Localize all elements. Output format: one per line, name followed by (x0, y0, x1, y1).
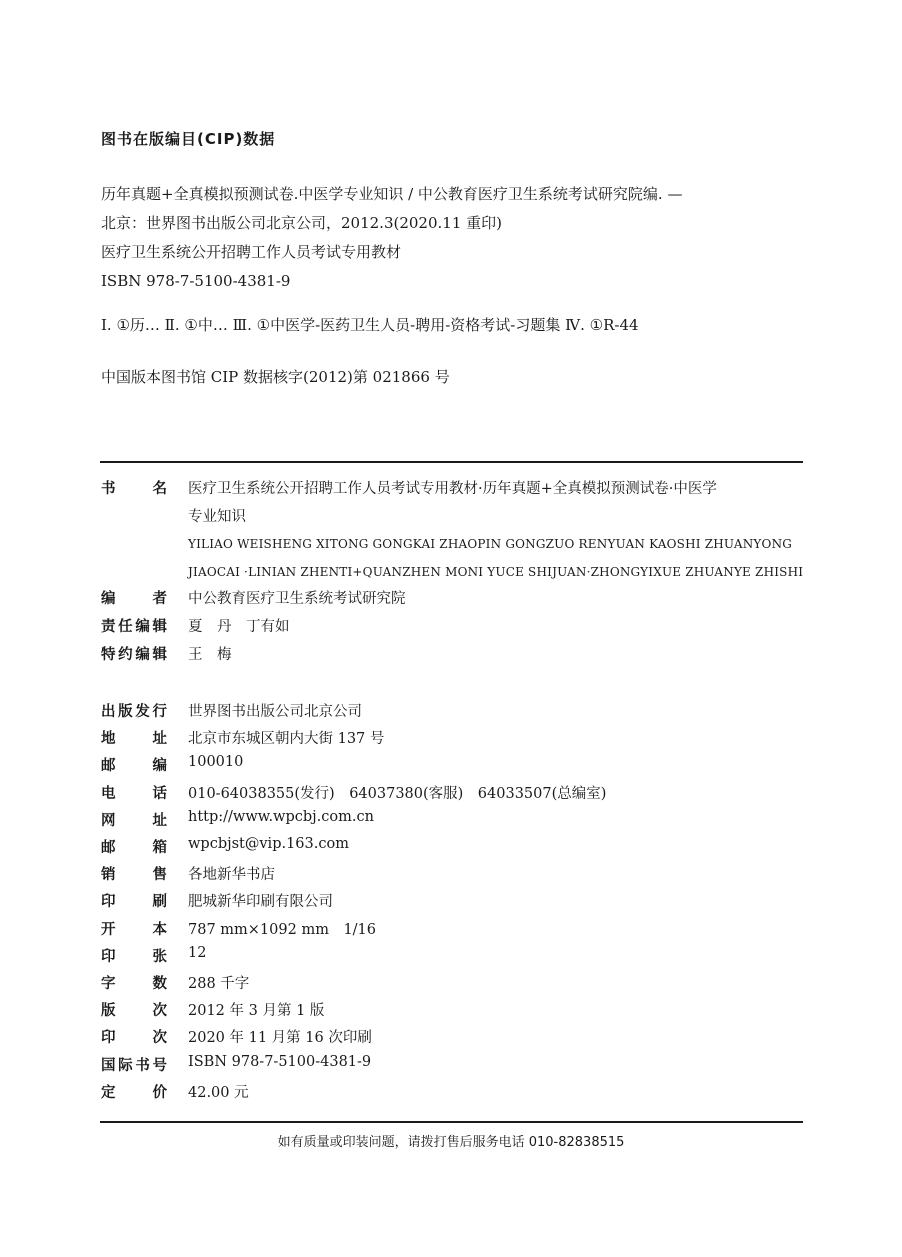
book-name-line1: 医疗卫生系统公开招聘工作人员考试专用教材·历年真题+全真模拟预测试卷·中医学 (188, 481, 717, 497)
book-name-pinyin-line2: JIAOCAI ·LINIAN ZHENTI+QUANZHEN MONI YUCE SHIJUAN·ZHONGYIXUE ZHUANYE ZHISHI (188, 565, 804, 579)
publish-label: 印 张 (101, 948, 167, 965)
responsible-editor-value: 夏 丹 丁有如 (188, 619, 290, 635)
publish-value: 肥城新华印刷有限公司 (188, 894, 333, 911)
cip-core-data-number: 中国版本图书馆 CIP 数据核字(2012)第 021866 号 (101, 368, 450, 386)
publish-value: 288 千字 (188, 976, 250, 992)
after-sales-notice: 如有质量或印装问题，请拨打售后服务电话 010-82838515 (277, 1135, 625, 1150)
publish-value: 世界图书出版公司北京公司 (188, 704, 362, 720)
publish-value: 12 (188, 944, 207, 961)
publish-value: 100010 (188, 754, 244, 771)
publish-value: 2020 年 11 月第 16 次印刷 (188, 1030, 372, 1047)
publish-label: 网 址 (101, 812, 167, 829)
publish-value: ISBN 978-7-5100-4381-9 (188, 1053, 372, 1070)
publish-value: 各地新华书店 (188, 867, 275, 884)
publish-value: 787 mm×1092 mm 1/16 (188, 921, 377, 938)
publish-value: 010-64038355(发行) 64037380(客服) 64033507(总编室) (188, 785, 607, 802)
book-name-line2: 专业知识 (188, 509, 246, 525)
book-name-pinyin-line1: YILIAO WEISHENG XITONG GONGKAI ZHAOPIN GONGZUO RENYUAN KAOSHI ZHUANYONG (188, 537, 793, 551)
cip-line: ISBN 978-7-5100-4381-9 (101, 272, 291, 290)
publish-value: 2012 年 3 月第 1 版 (188, 1003, 325, 1020)
publish-value: wpcbjst@vip.163.com (188, 836, 349, 852)
publish-label: 印 刷 (101, 894, 167, 911)
publish-label: 版 次 (101, 1003, 167, 1020)
cip-line: 历年真题+全真模拟预测试卷.中医学专业知识 / 中公教育医疗卫生系统考试研究院编. — (101, 185, 683, 203)
responsible-editor-label: 责任编辑 (101, 619, 167, 635)
publish-value: http://www.wpcbj.com.cn (188, 808, 374, 825)
publish-label: 地 址 (101, 731, 167, 748)
top-divider (100, 461, 803, 463)
special-editor-value: 王 梅 (188, 647, 232, 663)
cip-line: 北京：世界图书出版公司北京公司，2012.3(2020.11 重印) (101, 214, 502, 232)
editor-value: 中公教育医疗卫生系统考试研究院 (188, 591, 406, 607)
cip-record (101, 180, 801, 296)
publish-label: 定 价 (101, 1084, 167, 1101)
special-editor-label: 特约编辑 (101, 647, 167, 663)
bottom-divider (100, 1121, 803, 1123)
cip-title: 图书在版编目(CIP)数据 (101, 130, 276, 148)
publish-label: 出版发行 (101, 704, 167, 720)
publish-label: 销 售 (101, 867, 167, 884)
publish-label: 印 次 (101, 1030, 167, 1047)
cip-line: 医疗卫生系统公开招聘工作人员考试专用教材 (101, 243, 402, 261)
editor-label: 编 者 (101, 591, 167, 607)
publish-label: 邮 箱 (101, 840, 167, 856)
publish-label: 邮 编 (101, 758, 167, 775)
book-name-label: 书 名 (101, 481, 167, 497)
publish-value: 北京市东城区朝内大街 137 号 (188, 731, 385, 748)
cip-classification: Ⅰ. ①历… Ⅱ. ①中… Ⅲ. ①中医学-医药卫生人员-聘用-资格考试-习题集 Ⅳ. ①R-44 (101, 316, 639, 334)
publish-label: 国际书号 (101, 1057, 167, 1074)
publish-label: 字 数 (101, 976, 167, 992)
publish-label: 电 话 (101, 785, 167, 802)
publish-label: 开 本 (101, 921, 167, 938)
publish-value: 42.00 元 (188, 1084, 249, 1101)
